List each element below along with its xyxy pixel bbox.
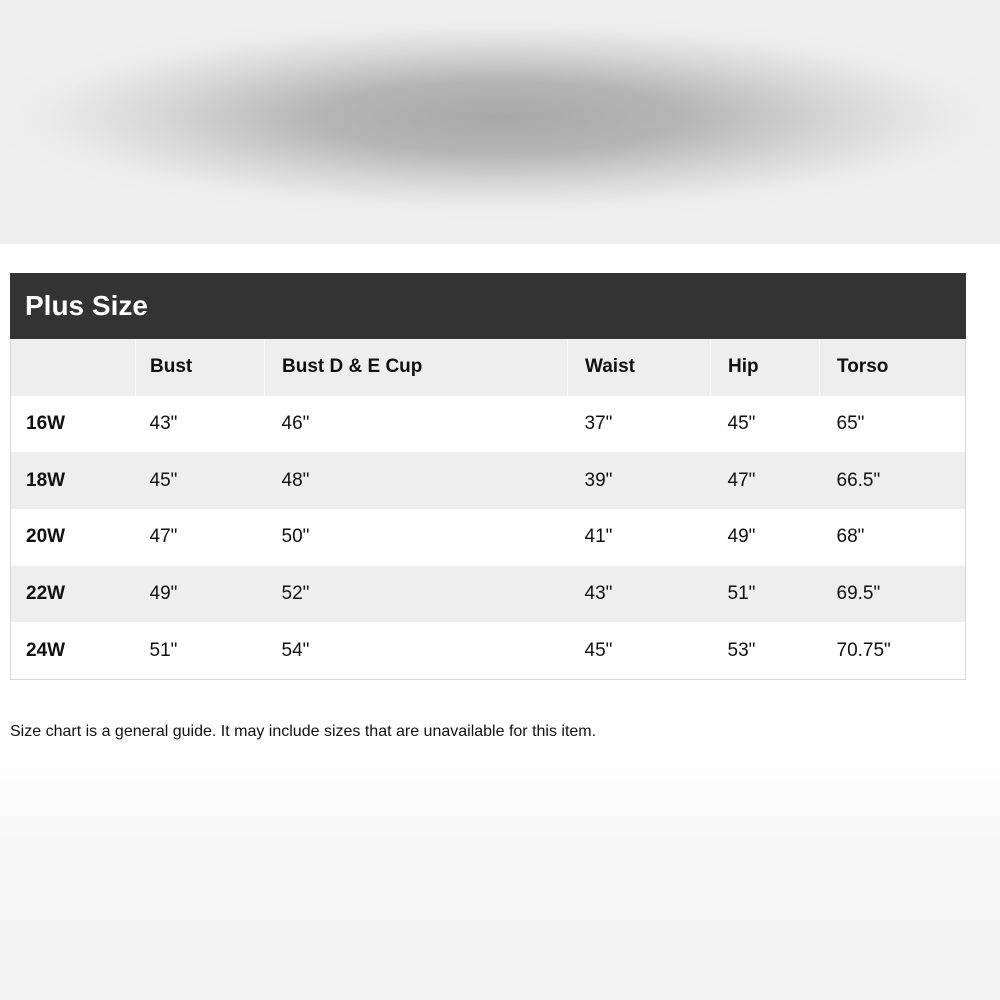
blurred-product-image: [0, 0, 1000, 244]
waist-cell: 37": [568, 396, 711, 453]
torso-cell: 68": [820, 509, 966, 566]
size-chart-note: Size chart is a general guide. It may include sizes that are unavailable for this item.: [10, 723, 597, 740]
bust-cell: 43": [136, 396, 265, 453]
waist-cell: 43": [568, 566, 711, 623]
column-header-bust-de-cup: Bust D & E Cup: [265, 339, 568, 396]
torso-cell: 70.75": [820, 622, 966, 679]
column-header-bust: Bust: [136, 339, 265, 396]
column-header-hip: Hip: [711, 339, 820, 396]
size-cell: 18W: [11, 452, 136, 509]
bust-cell: 49": [136, 566, 265, 623]
size-cell: 20W: [11, 509, 136, 566]
bust-de-cup-cell: 54": [265, 622, 568, 679]
column-header-size: [11, 339, 136, 396]
bust-cell: 51": [136, 622, 265, 679]
hip-cell: 49": [711, 509, 820, 566]
table-row: [11, 566, 965, 623]
size-table: [11, 339, 965, 679]
torso-cell: 66.5": [820, 452, 966, 509]
waist-cell: 45": [568, 622, 711, 679]
waist-cell: 39": [568, 452, 711, 509]
hip-cell: 51": [711, 566, 820, 623]
bust-de-cup-cell: 48": [265, 452, 568, 509]
hip-cell: 45": [711, 396, 820, 453]
hip-cell: 47": [711, 452, 820, 509]
size-cell: 22W: [11, 566, 136, 623]
bust-cell: 45": [136, 452, 265, 509]
bust-cell: 47": [136, 509, 265, 566]
table-row: [11, 622, 965, 679]
waist-cell: 41": [568, 509, 711, 566]
torso-cell: 69.5": [820, 566, 966, 623]
size-cell: 16W: [11, 396, 136, 453]
bust-de-cup-cell: 50": [265, 509, 568, 566]
table-row: [11, 509, 965, 566]
table-row: [11, 452, 965, 509]
size-cell: 24W: [11, 622, 136, 679]
size-chart-table: [10, 273, 966, 680]
column-header-torso: Torso: [820, 339, 966, 396]
torso-cell: 65": [820, 396, 966, 453]
table-title: Plus Size: [10, 273, 966, 339]
bust-de-cup-cell: 52": [265, 566, 568, 623]
bust-de-cup-cell: 46": [265, 396, 568, 453]
header-row: [11, 339, 965, 396]
table-row: [11, 396, 965, 453]
column-header-waist: Waist: [568, 339, 711, 396]
blurred-background-bottom: [0, 754, 1000, 1000]
hip-cell: 53": [711, 622, 820, 679]
